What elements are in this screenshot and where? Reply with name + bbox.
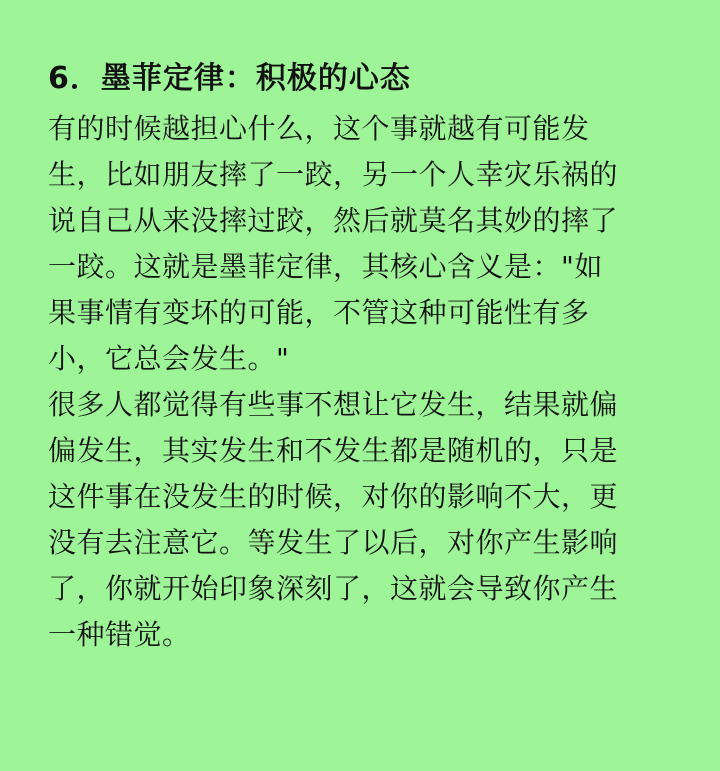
text-line: 小，它总会发生。" [48,342,290,375]
text-line: 生，比如朋友摔了一跤，另一个人幸灾乐祸的 [48,158,619,191]
text-line: 偏发生，其实发生和不发生都是随机的，只是 [48,434,619,467]
text-line: 一种错觉。 [48,618,191,651]
article-title: 6．墨菲定律：积极的心态 [48,61,411,96]
text-line: 没有去注意它。等发生了以后，对你产生影响 [48,526,619,559]
text-line: 有的时候越担心什么，这个事就越有可能发 [48,112,590,145]
text-line: 很多人都觉得有些事不想让它发生，结果就偏 [48,388,619,421]
text-line: 果事情有变坏的可能，不管这种可能性有多 [48,296,590,329]
text-line: 一跤。这就是墨菲定律，其核心含义是："如 [48,250,603,283]
text-line: 说自己从来没摔过跤，然后就莫名其妙的摔了 [48,204,619,237]
text-line: 了，你就开始印象深刻了，这就会导致你产生 [48,572,619,605]
article [48,52,678,658]
text-line: 这件事在没发生的时候，对你的影响不大，更 [48,480,619,513]
